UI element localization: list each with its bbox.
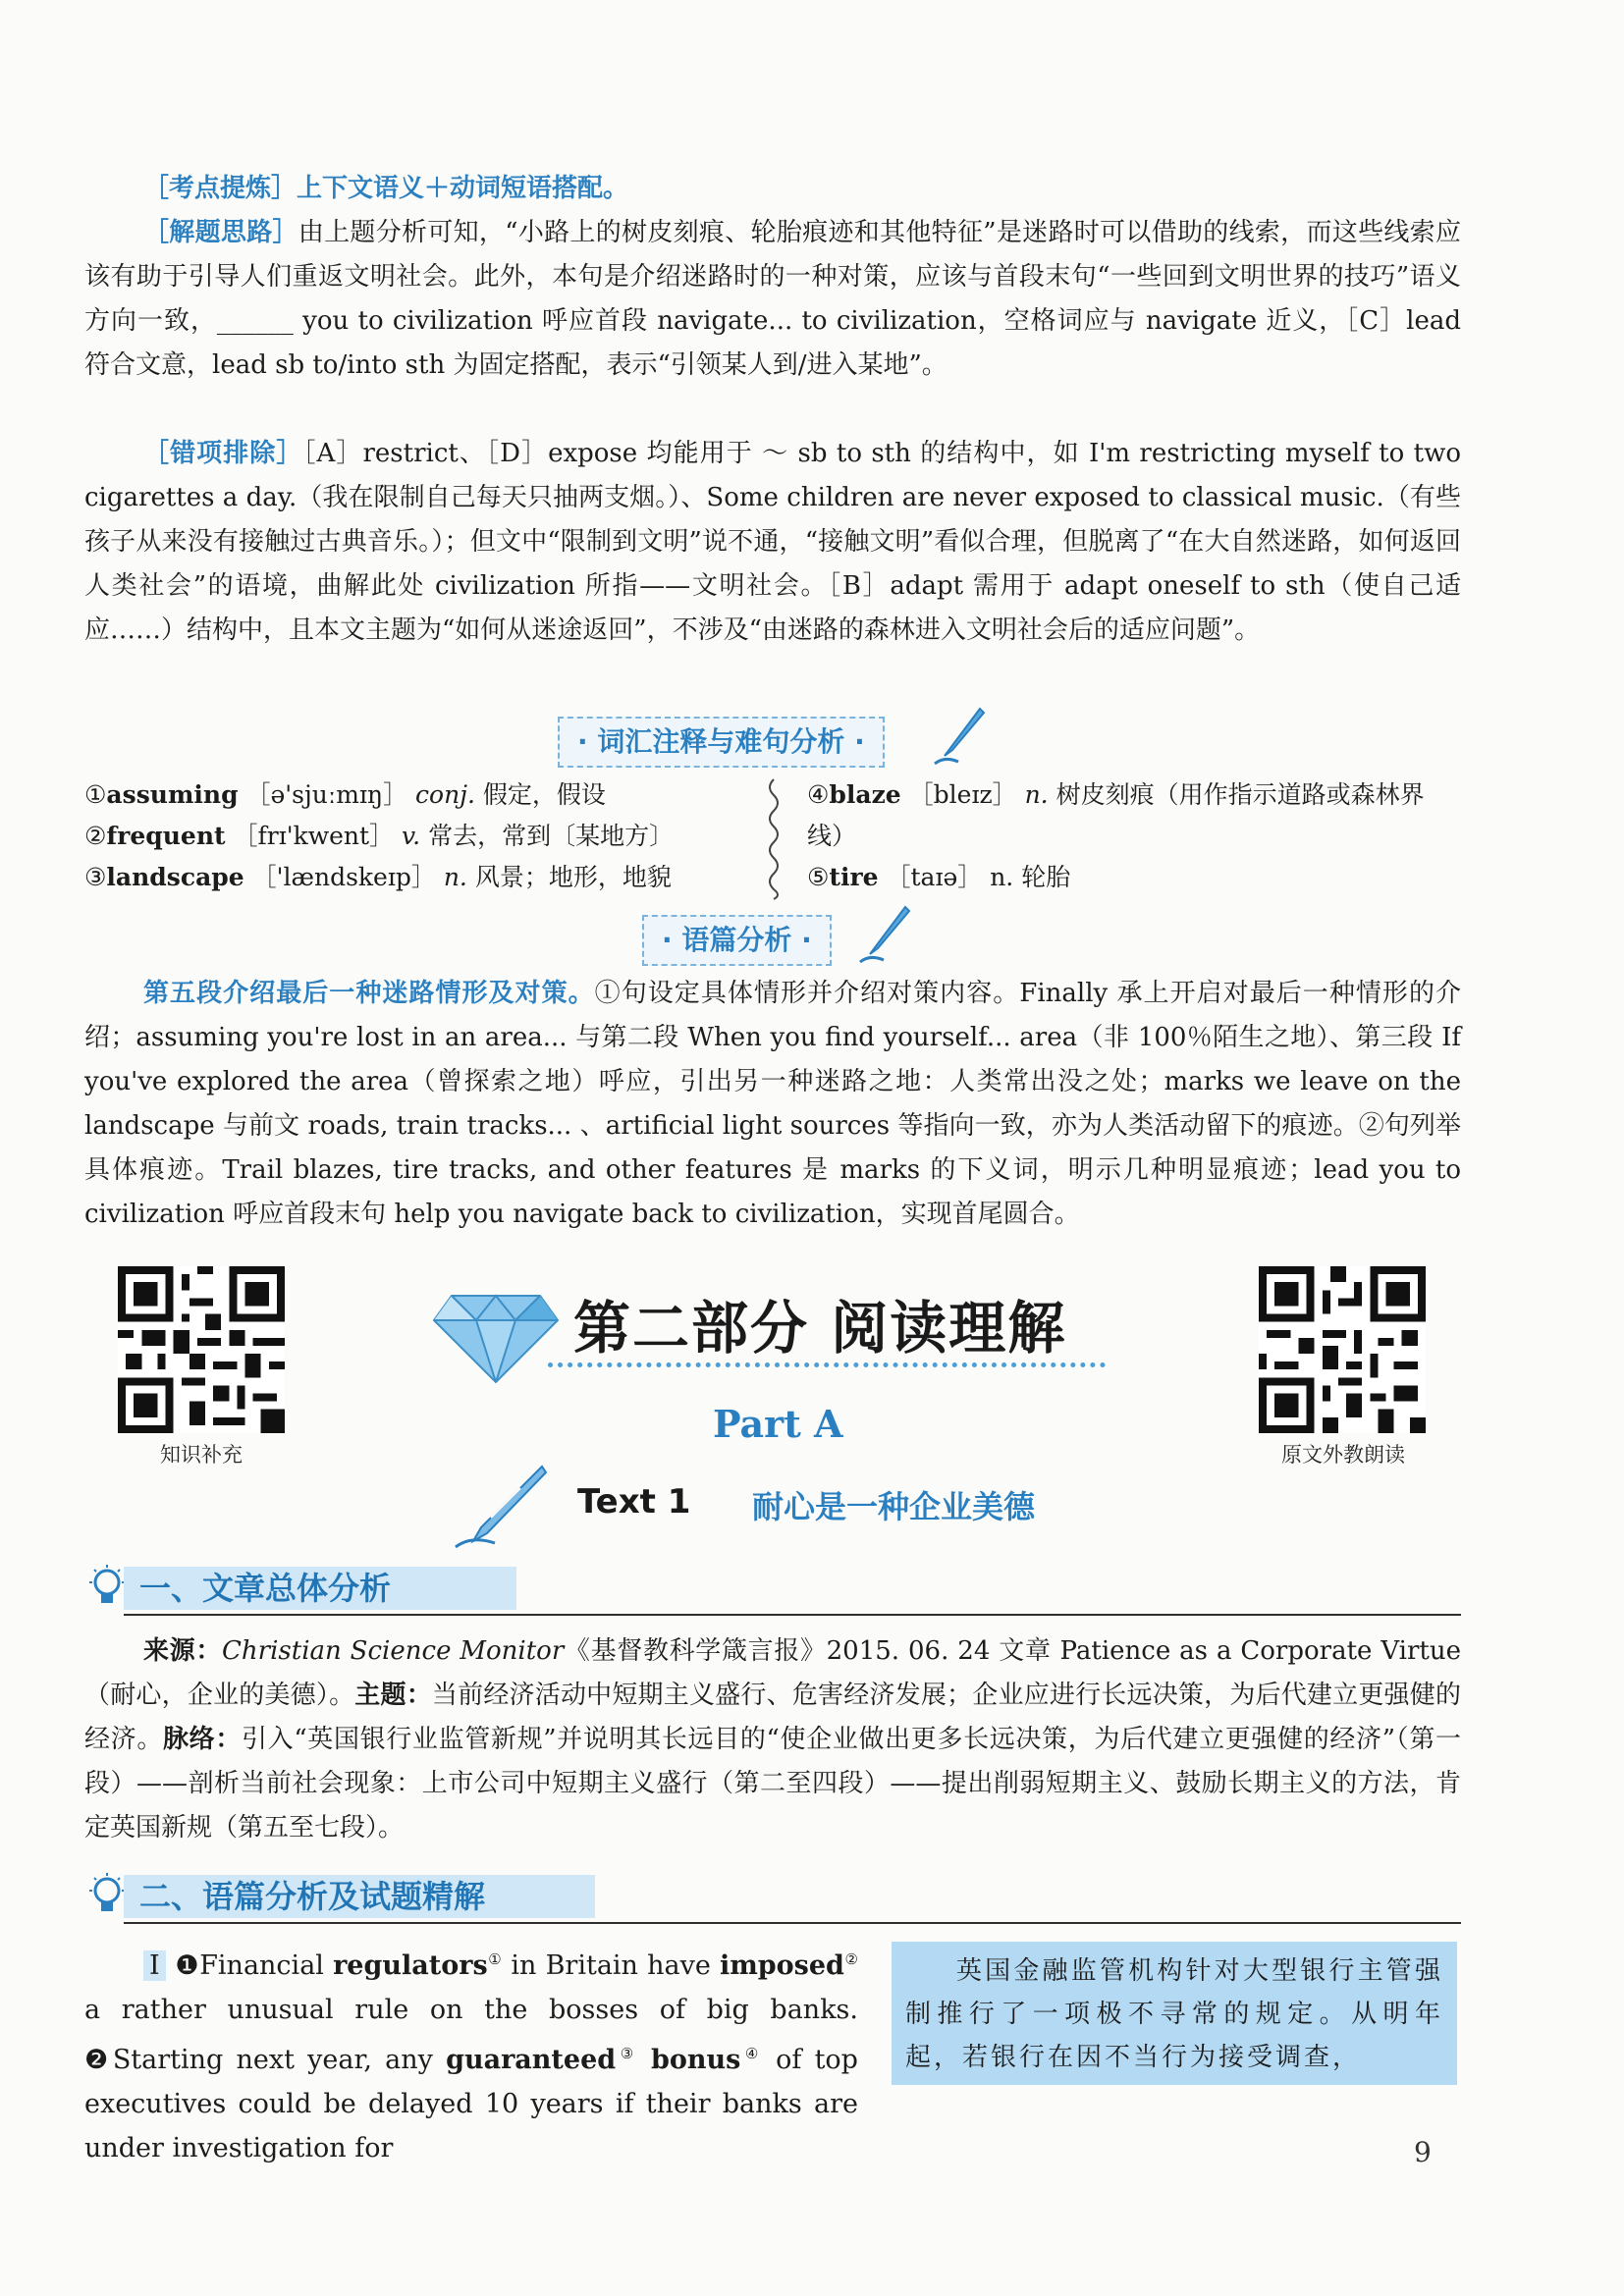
- cuoxiang-label: ［错项排除］: [143, 439, 303, 468]
- jieti-paragraph: [84, 211, 1461, 388]
- pen-icon: [931, 705, 986, 768]
- vocab-divider: [762, 777, 785, 901]
- discourse-paragraph: [84, 972, 1461, 1237]
- section-1-title: 一、文章总体分析: [139, 1570, 392, 1607]
- discourse-banner: · 语篇分析 ·: [642, 915, 832, 966]
- section-2-title: 二、语篇分析及试题精解: [139, 1878, 486, 1915]
- source-paragraph: 来源：Christian Science Monitor《基督教科学箴言报》2015. 06. 24 文章 Patience as a Corporate Virtue（耐心，企业的美德）。主题：当前经济活动中短期主义盛行、危害经济发展；企业应进行长远决策，为后代建立更强健的经济。脉络：引入“英国银行业监管新规”并说明其长远目的“使企业做出更多长远决策，为后代建立更强健的经济”（第一段）——剖析当前社会现象：上市公司中短期主义盛行（第二至四段）——提出削弱短期主义、鼓励长期主义的方法，肯定英国新规（第五至七段）。: [84, 1636, 1461, 1842]
- translation-box: 英国金融监管机构针对大型银行主管强制推行了一项极不寻常的规定。从明年起，若银行在因不当行为接受调查，: [892, 1942, 1457, 2085]
- paragraph-mark: Ⅰ: [143, 1950, 166, 1981]
- vocab-item-4-cont: 线）: [807, 822, 857, 850]
- jieti-label: ［解题思路］: [143, 218, 298, 247]
- cuoxiang-paragraph: [84, 432, 1461, 653]
- text-title: 耐心是一种企业美德: [752, 1488, 1036, 1525]
- vocab-item-5: ⑤tire ［taɪə］ n. 轮胎: [807, 863, 1071, 891]
- diamond-icon: [432, 1276, 560, 1384]
- vocab-item-1: ①assuming ［ə'sjuːmɪŋ］ conj. 假定，假设: [84, 780, 606, 809]
- jieti-text: 由上题分析可知，“小路上的树皮刻痕、轮胎痕迹和其他特征”是迷路时可以借助的线索，而这些线索应该有助于引导人们重返文明社会。此外，本句是介绍迷路时的一种对策，应该与首段末句“一些回到文明世界的技巧”语义方向一致，______ you to civilization 呼应首段 navigate... to civilization，空格词应与 navigate 近义，［C］lead 符合文意，lead sb to/into sth 为固定搭配，表示“引领某人到/进入某地”。: [84, 218, 1461, 380]
- page-number: 9: [1414, 2136, 1432, 2168]
- discourse-lead: 第五段介绍最后一种迷路情形及对策。: [143, 979, 595, 1008]
- kaodian-text: 上下文语义＋动词短语搭配。: [297, 174, 629, 203]
- pen-icon: [856, 903, 911, 966]
- vocab-item-2: ②frequent ［frɪ'kwent］ v. 常去，常到〔某地方〕: [84, 822, 675, 850]
- qr-caption-right: 原文外教朗读: [1281, 1443, 1405, 1467]
- kaodian-paragraph: [84, 167, 1461, 211]
- text-number: Text 1: [577, 1482, 691, 1522]
- vocab-banner: · 词汇注释与难句分析 ·: [558, 717, 885, 768]
- quill-icon: [452, 1463, 550, 1551]
- vocab-item-4: ④blaze ［bleɪz］ n. 树皮刻痕（用作指示道路或森林界: [807, 780, 1425, 809]
- passage-paragraph-1: Ⅰ ❶Financial regulators① in Britain have imposed② a rather unusual rule on the bosses of big banks. ❷Starting next year, any guaranteed③ bonus④ of top executives could be delayed 10 years if their banks are under investigation for: [84, 1950, 858, 2163]
- cuoxiang-text: ［A］restrict、［D］expose 均能用于 ～ sb to sth 的结构中，如 I'm restricting myself to two cigarettes a day.（我在限制自己每天只抽两支烟。）、Some children are never exposed to classical music.（有些孩子从来没有接触过古典音乐。）；但文中“限制到文明”说不通，“接触文明”看似合理，但脱离了“在大自然迷路，如何返回人类社会”的语境，曲解此处 civilization 所指——文明社会。［B］adapt 需用于 adapt oneself to sth（使自己适应……）结构中，且本文主题为“如何从迷途返回”，不涉及“由迷路的森林进入文明社会后的适应问题”。: [84, 439, 1461, 645]
- discourse-text: ①句设定具体情形并介绍对策内容。Finally 承上开启对最后一种情形的介绍；assuming you're lost in an area... 与第二段 When you find yourself... area（非 100％陌生之地）、第三段 If you've explored the area（曾探索之地）呼应，引出另一种迷路之地：人类常出没之处；marks we leave on the landscape 与前文 roads, train tracks... 、artificial light sources 等指向一致，亦为人类活动留下的痕迹。②句列举具体痕迹。Trail blazes, tire tracks, and other features 是 marks 的下义词，明示几种明显痕迹；lead you to civilization 呼应首段末句 help you navigate back to civilization，实现首尾圆合。: [84, 979, 1461, 1229]
- qr-caption-left: 知识补充: [160, 1443, 243, 1467]
- qr-code-knowledge[interactable]: [118, 1266, 285, 1433]
- vocab-item-3: ③landscape ［'lændskeɪp］ n. 风景；地形，地貌: [84, 863, 672, 891]
- qr-code-reading[interactable]: [1259, 1266, 1426, 1433]
- part-title: 第二部分 阅读理解: [573, 1295, 1067, 1362]
- title-dotted-rule: [548, 1362, 1106, 1367]
- part-sub: Part A: [713, 1402, 843, 1446]
- kaodian-label: ［考点提炼］: [143, 174, 298, 203]
